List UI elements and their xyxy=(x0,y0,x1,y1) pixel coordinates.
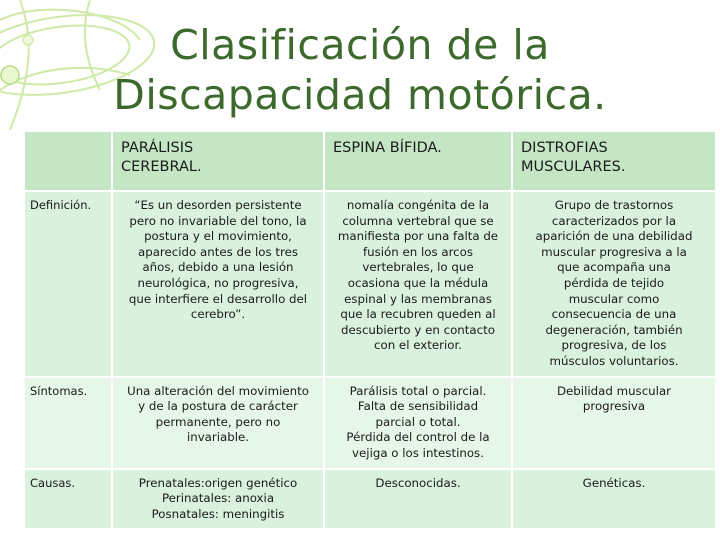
cell-definicion-distrofias: Grupo de trastornos caracterizados por la aparición de una debilidad muscular progresiva a la que acompaña una pérdida de tejido muscular como consecuencia de una degeneración, también progresiva, de los músculos voluntarios. xyxy=(513,192,715,376)
classification-table xyxy=(23,130,717,530)
cell-causas-paralisis: Prenatales:origen genético Perinatales: anoxia Posnatales: meningitis xyxy=(113,470,323,529)
decor-dot xyxy=(1,66,19,84)
title-line-2: Discapacidad motórica. xyxy=(113,71,607,119)
table-row-sintomas xyxy=(25,378,715,468)
row-label-definicion: Definición. xyxy=(25,192,111,376)
cell-sintomas-paralisis: Una alteración del movimiento y de la postura de carácter permanente, pero no invariable. xyxy=(113,378,323,468)
table-row-definicion xyxy=(25,192,715,376)
header-paralisis-cerebral: PARÁLISIS CEREBRAL. xyxy=(113,132,323,190)
row-label-sintomas: Síntomas. xyxy=(25,378,111,468)
header-distrofias-musculares: DISTROFIAS MUSCULARES. xyxy=(513,132,715,190)
cell-definicion-paralisis: “Es un desorden persistente pero no invariable del tono, la postura y el movimiento, aparecido antes de los tres años, debido a una lesión neurológica, no progresiva, que interfiere el desarrollo del cerebro”. xyxy=(113,192,323,376)
cell-sintomas-espina: Parálisis total o parcial. Falta de sensibilidad parcial o total. Pérdida del control de la vejiga o los intestinos. xyxy=(325,378,511,468)
cell-sintomas-distrofias: Debilidad muscular progresiva xyxy=(513,378,715,468)
page-title xyxy=(40,20,680,120)
header-espina-bifida: ESPINA BÍFIDA. xyxy=(325,132,511,190)
cell-causas-espina: Desconocidas. xyxy=(325,470,511,529)
header-corner xyxy=(25,132,111,190)
title-line-1: Clasificación de la xyxy=(170,21,550,69)
table-row-causas xyxy=(25,470,715,529)
cell-causas-distrofias: Genéticas. xyxy=(513,470,715,529)
table-header-row xyxy=(25,132,715,190)
cell-definicion-espina: nomalía congénita de la columna vertebral que se manifiesta por una falta de fusión en los arcos vertebrales, lo que ocasiona que la médula espinal y las membranas que la recubren queden al descubierto y en contacto con el exterior. xyxy=(325,192,511,376)
row-label-causas: Causas. xyxy=(25,470,111,529)
